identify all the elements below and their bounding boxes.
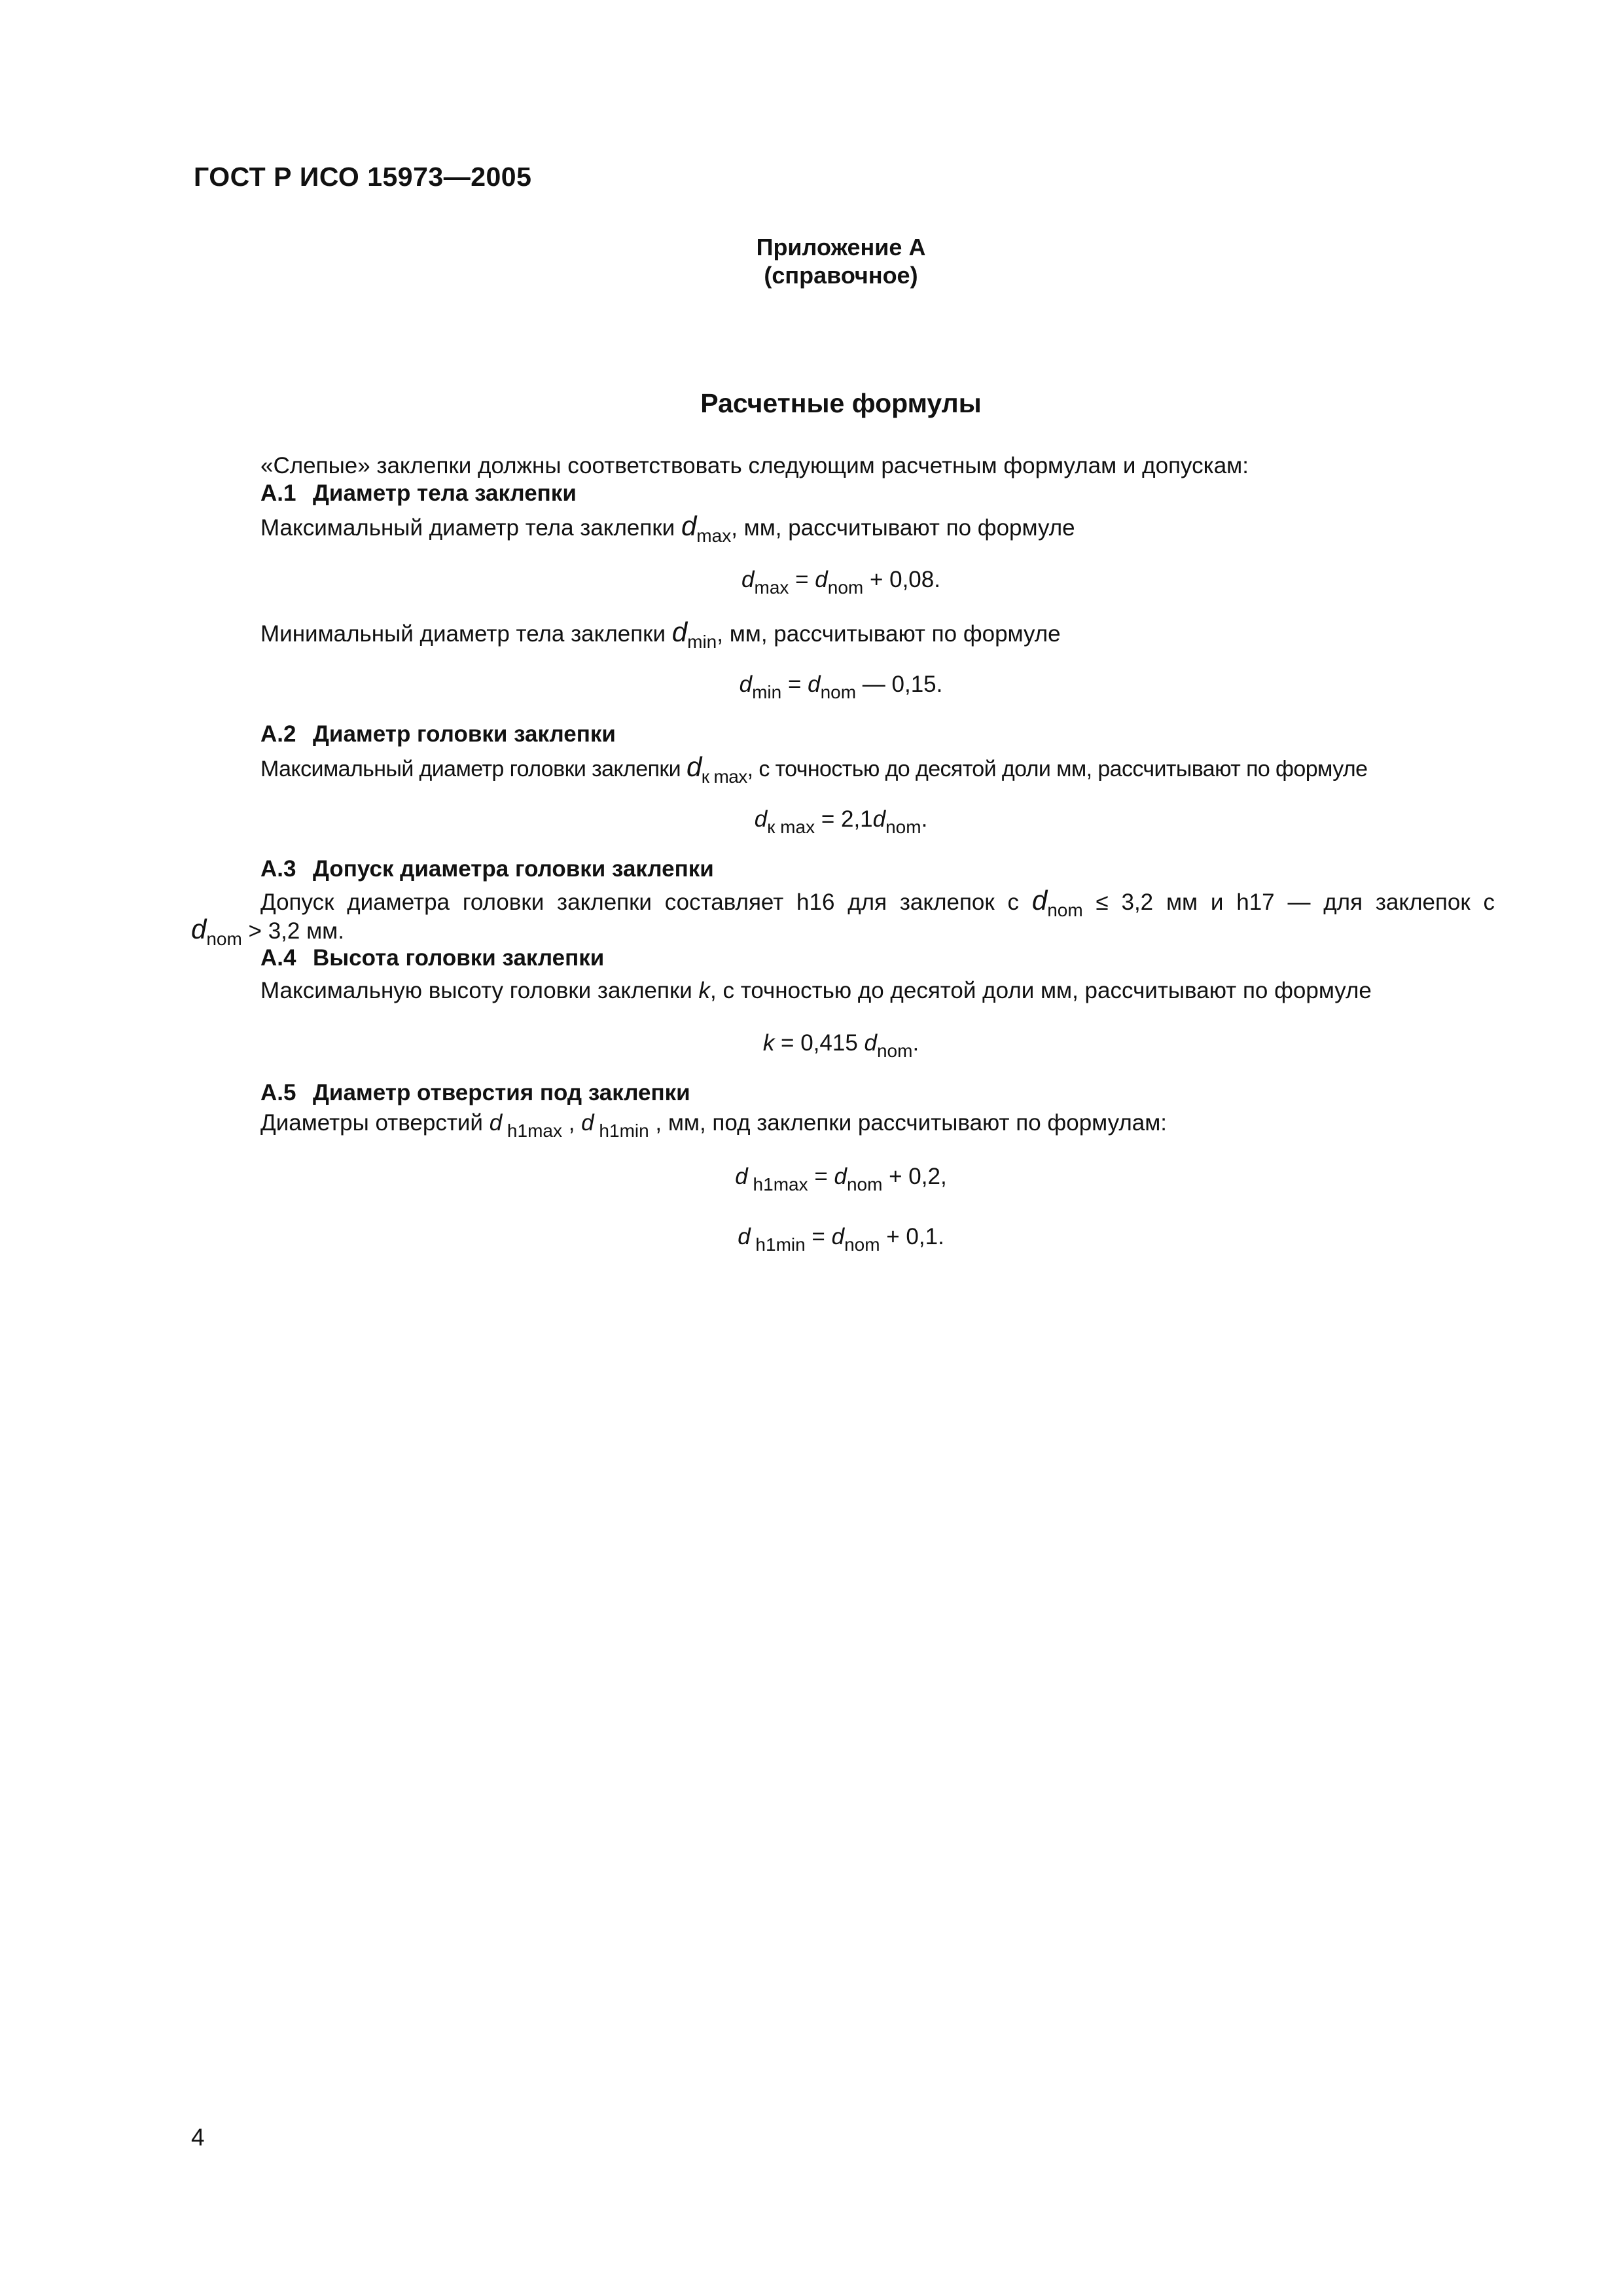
symbol: d: [581, 1110, 594, 1136]
text: Максимальный диаметр тела заклепки: [260, 515, 681, 541]
formula-d-h1max: [0, 1164, 1623, 1194]
subscript: max: [696, 526, 732, 546]
text: > 3,2 мм.: [241, 918, 344, 944]
section-heading-text: Диаметр тела заклепки: [313, 480, 577, 506]
formula-symbol: d: [815, 567, 828, 592]
section-title: Расчетные формулы: [700, 388, 982, 418]
symbol: k: [698, 978, 711, 1003]
formula-symbol: d: [739, 672, 753, 697]
appendix-subtitle: (справочное): [764, 262, 918, 289]
formula-rest: .: [921, 806, 928, 832]
symbol: d: [681, 511, 697, 541]
text: Минимальный диаметр тела заклепки: [260, 621, 672, 647]
formula-symbol: d: [735, 1164, 748, 1189]
formula-operator: =: [781, 672, 808, 697]
formula-rest: + 0,1.: [880, 1224, 944, 1249]
formula-subscript: nom: [885, 817, 921, 837]
formula-symbol: d: [738, 1224, 751, 1249]
subscript: к max: [701, 766, 747, 787]
section-a5-text: [260, 1109, 1168, 1141]
formula-symbol: d: [808, 672, 821, 697]
section-heading-text: Высота головки заклепки: [313, 945, 605, 971]
formula-subscript: nom: [820, 682, 857, 702]
section-a4-text: [260, 977, 1372, 1005]
formula-d-h1min: [0, 1224, 1623, 1255]
formula-k: [0, 1030, 1623, 1061]
formula-symbol: d: [872, 806, 886, 832]
formula-symbol: d: [754, 806, 768, 832]
text: , мм, рассчитывают по формуле: [717, 621, 1061, 647]
section-number: А.5: [260, 1080, 296, 1105]
text: , мм, под заклепки рассчитывают по формулам:: [649, 1110, 1168, 1136]
text: , мм, рассчитывают по формуле: [731, 515, 1075, 541]
subscript: h1min: [594, 1121, 649, 1141]
section-a5-heading: [260, 1080, 690, 1106]
symbol: d: [1031, 885, 1048, 916]
page-number: 4: [191, 2124, 205, 2151]
formula-symbol: d: [831, 1224, 845, 1249]
text: Диаметры отверстий: [260, 1110, 490, 1136]
symbol: d: [686, 751, 702, 782]
formula-subscript: nom: [827, 577, 864, 598]
formula-operator: =: [805, 1224, 832, 1249]
formula-rest: .: [912, 1030, 919, 1056]
section-number: А.1: [260, 480, 296, 506]
text: ,: [562, 1110, 582, 1136]
formula-subscript: max: [754, 577, 789, 598]
section-number: А.2: [260, 721, 296, 747]
section-a2-text: [260, 751, 1368, 787]
subscript: min: [687, 632, 717, 652]
text: Максимальный диаметр головки заклепки: [260, 757, 687, 781]
section-a2-heading: [260, 721, 616, 747]
formula-operator: =: [808, 1164, 834, 1189]
subscript: nom: [206, 929, 242, 949]
formula-d-max: [0, 567, 1623, 598]
text: , с точностью до десятой доли мм, рассчитывают по формуле: [710, 978, 1372, 1003]
intro-paragraph: «Слепые» заклепки должны соответствовать следующим расчетным формулам и допускам:: [260, 453, 1249, 478]
formula-operator: = 0,415: [774, 1030, 865, 1056]
formula-dk-max: [0, 806, 1623, 837]
formula-symbol: k: [762, 1030, 775, 1056]
section-heading-text: Диаметр головки заклепки: [313, 721, 616, 747]
subscript: nom: [1047, 900, 1083, 920]
section-a1-text-max: [260, 511, 1075, 546]
formula-subscript: nom: [844, 1234, 880, 1255]
formula-symbol: d: [834, 1164, 847, 1189]
section-a3-heading: [260, 856, 714, 882]
text: Максимальную высоту головки заклепки: [260, 978, 699, 1003]
section-number: А.3: [260, 856, 296, 882]
section-a3-text-line1: [260, 885, 1495, 920]
section-a4-heading: [260, 945, 604, 971]
formula-symbol: d: [864, 1030, 877, 1056]
section-a3-text-line2: [191, 914, 344, 949]
section-heading-text: Допуск диаметра головки заклепки: [313, 856, 714, 882]
section-heading-text: Диаметр отверстия под заклепки: [313, 1080, 690, 1105]
formula-d-min: [0, 672, 1623, 702]
document-code: ГОСТ Р ИСО 15973—2005: [194, 162, 532, 192]
formula-symbol: d: [741, 567, 755, 592]
symbol: d: [191, 914, 207, 944]
text: ≤ 3,2 мм и h17 — для заклепок с: [1082, 889, 1495, 915]
formula-subscript: nom: [846, 1174, 883, 1194]
section-a1-heading: [260, 480, 577, 507]
formula-rest: + 0,08.: [863, 567, 940, 592]
section-a1-text-min: [260, 617, 1061, 652]
formula-rest: + 0,2,: [882, 1164, 947, 1189]
section-number: А.4: [260, 945, 296, 971]
symbol: d: [671, 617, 688, 647]
formula-operator: =: [789, 567, 815, 592]
appendix-title: Приложение А: [756, 234, 926, 260]
subscript: h1max: [502, 1121, 562, 1141]
formula-subscript: h1max: [747, 1174, 808, 1194]
text: Допуск диаметра головки заклепки составляет h16 для заклепок с: [260, 889, 1032, 915]
formula-operator: = 2,1: [815, 806, 873, 832]
formula-subscript: min: [752, 682, 782, 702]
formula-subscript: к max: [767, 817, 815, 837]
symbol: d: [489, 1110, 503, 1136]
text: , с точностью до десятой доли мм, рассчитывают по формуле: [747, 757, 1368, 781]
formula-subscript: nom: [876, 1041, 913, 1061]
formula-subscript: h1min: [750, 1234, 806, 1255]
formula-rest: — 0,15.: [856, 672, 943, 697]
